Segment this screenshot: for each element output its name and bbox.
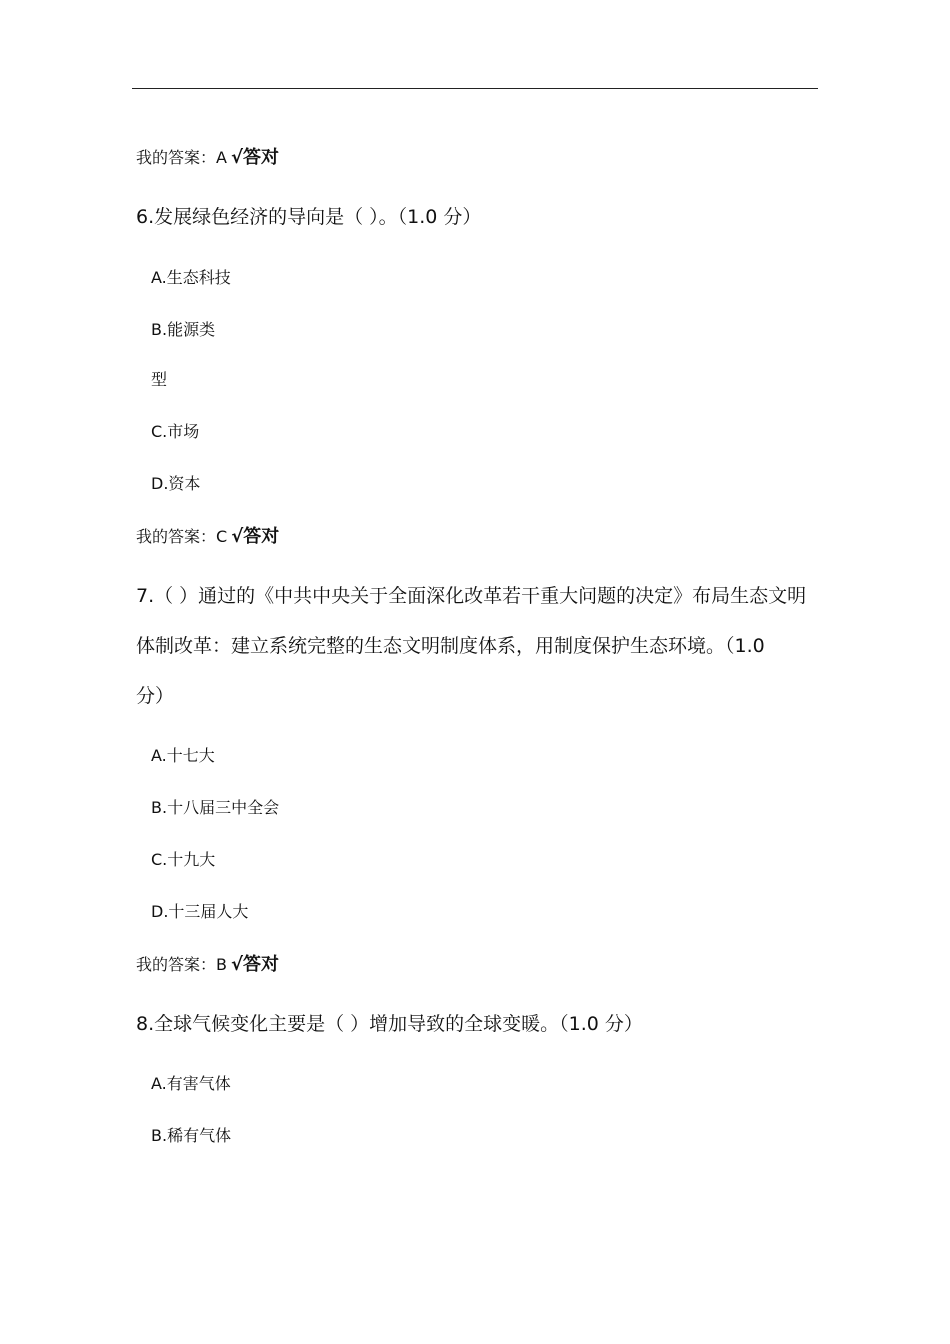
header-rule [132,88,818,89]
option-b-continuation: 型 [151,370,168,389]
question-7-text-line-1: 7.（ ）通过的《中共中央关于全面深化改革若干重大问题的决定》布局生态文明 [136,585,807,607]
option-d[interactable]: D.资本 [151,474,201,493]
question-8-text: 8.全球气候变化主要是（ ）增加导致的全球变暖。（1.0 分） [136,1013,643,1035]
option-a[interactable]: A.有害气体 [151,1074,231,1093]
question-6-text: 6.发展绿色经济的导向是（ ）。（1.0 分） [136,206,482,228]
question-7-text-line-3: 分） [136,685,175,707]
correct-verdict: √答对 [230,147,279,168]
answer-label: 我的答案：C [136,527,228,546]
answer-label: 我的答案：B [136,955,227,974]
answer-label: 我的答案：A [136,148,227,167]
correct-verdict: √答对 [230,954,279,975]
option-b[interactable]: B.十八届三中全会 [151,798,280,817]
option-b[interactable]: B.稀有气体 [151,1126,232,1145]
answer-line [136,956,279,974]
correct-verdict: √答对 [231,526,280,547]
answer-line [136,528,279,546]
option-b[interactable]: B.能源类 [151,320,216,339]
answer-line [136,149,279,167]
option-a[interactable]: A.生态科技 [151,268,231,287]
question-7-text-line-2: 体制改革：建立系统完整的生态文明制度体系，用制度保护生态环境。（1.0 [136,635,765,657]
option-c[interactable]: C.市场 [151,422,200,441]
option-a[interactable]: A.十七大 [151,746,215,765]
option-c[interactable]: C.十九大 [151,850,216,869]
option-d[interactable]: D.十三届人大 [151,902,249,921]
